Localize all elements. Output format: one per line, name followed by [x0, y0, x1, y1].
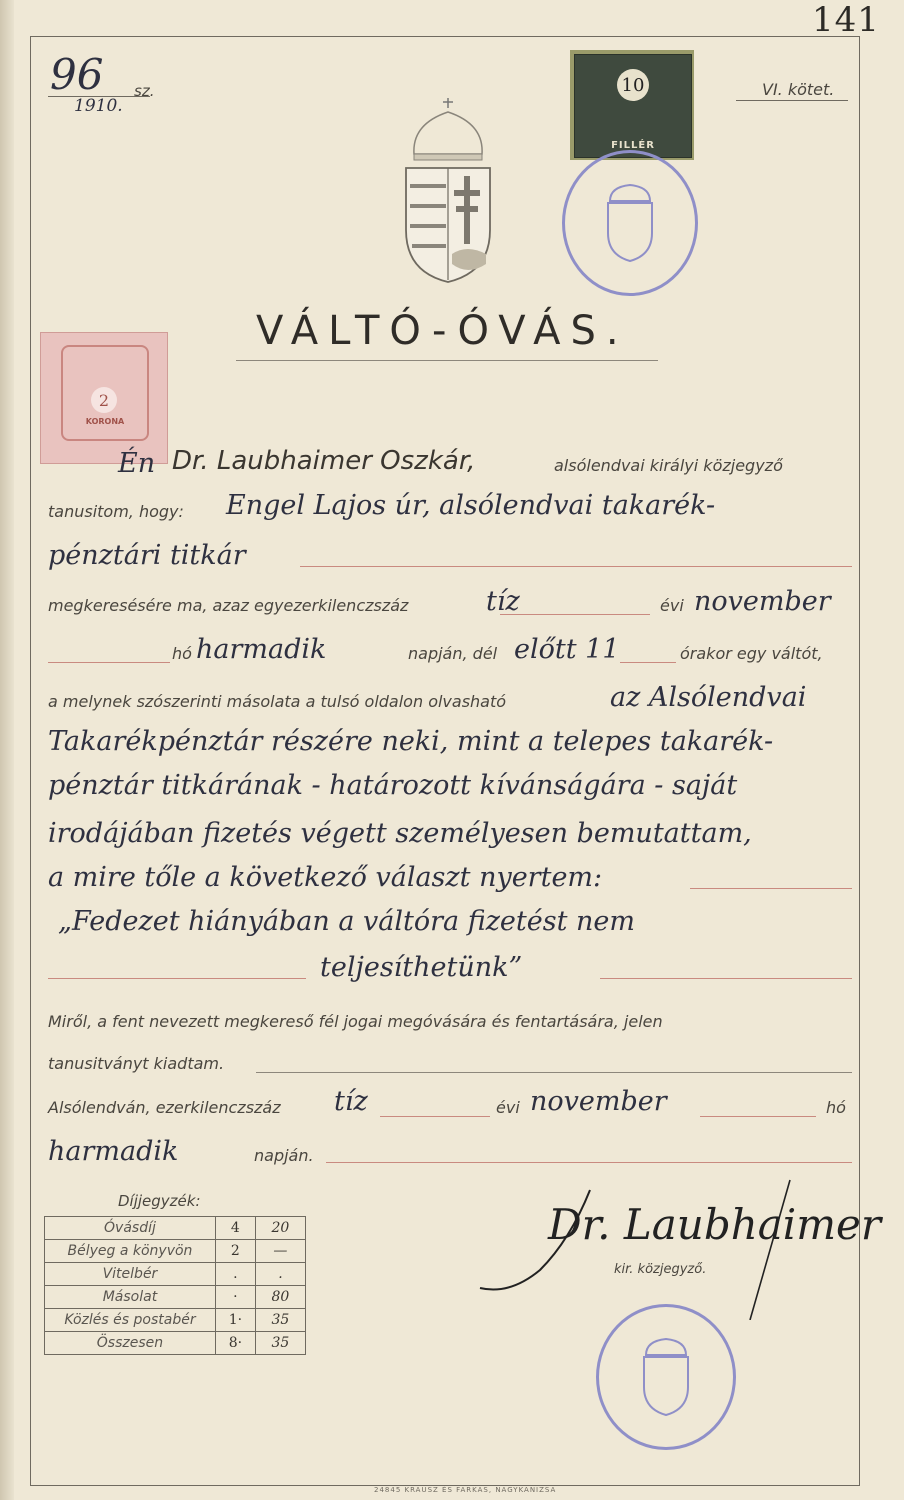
page-binding-edge [0, 0, 14, 1500]
table-row [45, 1309, 306, 1332]
fee-korona: . [215, 1263, 255, 1286]
volume-label: VI. kötet. [762, 80, 835, 99]
fill-line [48, 978, 306, 979]
seal-emblem-icon [636, 1337, 696, 1417]
hand-body-line: irodájában fizetés végett személyesen bemutattam, [48, 818, 752, 849]
fill-line [300, 566, 852, 567]
notary-name: Dr. Laubhaimer Oszkár, [172, 446, 476, 476]
fees-title: Díjjegyzék: [118, 1192, 201, 1210]
fees-table [44, 1216, 306, 1355]
hand-month: november [530, 1086, 667, 1117]
hand-requester: Engel Lajos úr, alsólendvai takarék- [226, 490, 716, 521]
fee-filler: 35 [255, 1332, 305, 1355]
fee-label: Vitelbér [45, 1263, 216, 1286]
document-title: VÁLTÓ-ÓVÁS. [256, 308, 629, 354]
fill-line [600, 978, 852, 979]
printed-ho: hó [826, 1098, 846, 1117]
page-number: 141 [812, 0, 880, 40]
hand-requester-title: pénztári titkár [48, 540, 246, 571]
document-year: 1910. [74, 96, 123, 116]
sz-label: sz. [134, 82, 155, 100]
fee-filler: — [255, 1240, 305, 1263]
printed-alsolendvan: Alsólendván, ezerkilenczszáz [48, 1098, 281, 1117]
signature: Dr. Laubhaimer [548, 1200, 881, 1249]
hand-body-line: a mire tőle a következő választ nyertem: [48, 862, 603, 893]
seal-emblem-icon [600, 183, 660, 263]
hand-time: előtt 11 [514, 634, 620, 665]
hand-year: tíz [334, 1086, 368, 1117]
fee-korona: 1· [215, 1309, 255, 1332]
hand-en: Én [118, 448, 156, 479]
printed-ho: hó [172, 644, 192, 663]
notary-role: alsólendvai királyi közjegyző [554, 456, 783, 475]
fee-label: Másolat [45, 1286, 216, 1309]
stamp-value: 2 [91, 387, 117, 413]
fee-filler: 80 [255, 1286, 305, 1309]
revenue-stamp-2-korona [40, 332, 168, 464]
fee-label: Bélyeg a könyvön [45, 1240, 216, 1263]
hand-year: tíz [486, 586, 520, 617]
notary-seal-top [562, 150, 698, 296]
notary-seal-bottom [596, 1304, 736, 1450]
hand-response: „Fedezet hiányában a váltóra fizetést nem [58, 906, 635, 937]
fill-line [620, 662, 676, 663]
title-underline [236, 360, 658, 361]
stamp-value: 10 [617, 69, 649, 101]
fee-filler: 35 [255, 1309, 305, 1332]
fee-label: Közlés és postabér [45, 1309, 216, 1332]
hand-response-end: teljesíthetünk” [320, 952, 523, 983]
number-underline [48, 96, 150, 97]
fee-korona: 4 [215, 1217, 255, 1240]
hungarian-coat-of-arms-emblem [398, 94, 498, 284]
printed-melynek: a melynek szószerinti másolata a tulsó oldalon olvasható [48, 692, 507, 711]
printed-kiadtam: tanusitványt kiadtam. [48, 1054, 225, 1073]
signature-role: kir. közjegyző. [614, 1262, 707, 1277]
table-row [45, 1332, 306, 1355]
fee-label: Összesen [45, 1332, 216, 1355]
table-row [45, 1217, 306, 1240]
fee-korona: · [215, 1286, 255, 1309]
fill-line [326, 1162, 852, 1163]
document-number: 96 [50, 50, 104, 99]
table-row [45, 1240, 306, 1263]
fill-line [256, 1072, 852, 1073]
fee-korona: 2 [215, 1240, 255, 1263]
stamp-unit: FILLÉR [611, 140, 655, 151]
fee-filler: 20 [255, 1217, 305, 1240]
table-row [45, 1263, 306, 1286]
printed-evi: évi [496, 1098, 520, 1117]
volume-underline [736, 100, 848, 101]
printed-mirol: Miről, a fent nevezett megkereső fél jogai megóvására és fentartására, jelen [48, 1012, 663, 1031]
hand-day: harmadik [48, 1136, 179, 1167]
stamp-unit: KORONA [85, 417, 125, 426]
table-row [45, 1286, 306, 1309]
printed-napjan-del: napján, dél [408, 644, 498, 663]
printed-napjan: napján. [254, 1146, 314, 1165]
printer-imprint: 24845 KRAUSZ ÉS FARKAS, NAGYKANIZSA [374, 1486, 557, 1494]
fee-filler: . [255, 1263, 305, 1286]
hand-body-line: Takarékpénztár részére neki, mint a telepes takarék- [48, 726, 774, 757]
signature-flourish [470, 1170, 800, 1320]
hand-day: harmadik [196, 634, 327, 665]
fee-korona: 8· [215, 1332, 255, 1355]
hand-payer: az Alsólendvai [610, 682, 807, 713]
fill-line [700, 1116, 816, 1117]
fill-line [380, 1116, 490, 1117]
fill-line [48, 662, 170, 663]
hand-body-line: pénztár titkárának - határozott kívánságára - saját [48, 770, 738, 801]
printed-megkeresesere: megkeresésére ma, azaz egyezerkilenczszáz [48, 596, 409, 615]
fill-line [500, 614, 650, 615]
printed-tanusitom: tanusitom, hogy: [48, 502, 184, 521]
fee-label: Óvásdíj [45, 1217, 216, 1240]
printed-orakor: órakor egy váltót, [680, 644, 823, 663]
hand-month: november [694, 586, 831, 617]
printed-evi: évi [660, 596, 684, 615]
fill-line [690, 888, 852, 889]
revenue-stamp-10-filler [570, 50, 694, 160]
